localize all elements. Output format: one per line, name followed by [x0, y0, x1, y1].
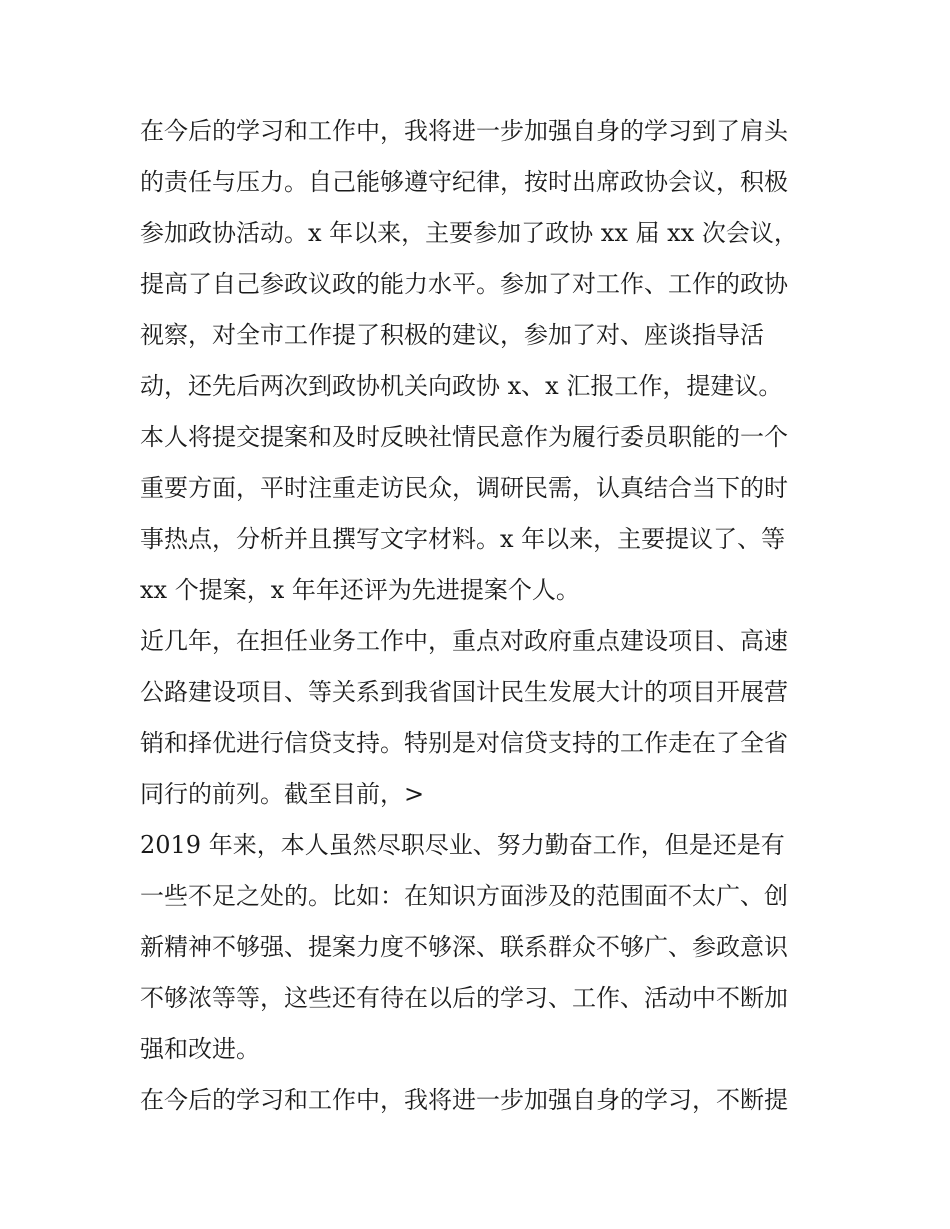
- text-line: 销和择优进行信贷支持。特别是对信贷支持的工作走在了全省: [140, 729, 788, 757]
- text-line: 提高了自己参政议政的能力水平。参加了对工作、工作的政协: [140, 270, 788, 298]
- text-line: 近几年，在担任业务工作中，重点对政府重点建设项目、高速: [140, 627, 788, 655]
- paragraph: [140, 106, 830, 412]
- text-line: 新精神不够强、提案力度不够深、联系群众不够广、参政意识: [140, 933, 788, 961]
- paragraph: [140, 412, 830, 616]
- text-line: 视察，对全市工作提了积极的建议，参加了对、座谈指导活: [140, 321, 764, 349]
- text-line: 一些不足之处的。比如：在知识方面涉及的范围面不太广、创: [140, 882, 788, 910]
- paragraph: [140, 820, 830, 1075]
- document-body: [140, 106, 830, 1126]
- text-line: 在今后的学习和工作中，我将进一步加强自身的学习，不断提: [140, 1086, 788, 1114]
- text-line: 不够浓等等，这些还有待在以后的学习、工作、活动中不断加: [140, 984, 788, 1012]
- text-line: 动，还先后两次到政协机关向政协 x、x 汇报工作，提建议。: [140, 372, 783, 400]
- text-line: 事热点，分析并且撰写文字材料。x 年以来，主要提议了、等: [140, 525, 786, 553]
- text-line: 强和改进。: [140, 1035, 260, 1063]
- text-line: 重要方面，平时注重走访民众，调研民需，认真结合当下的时: [140, 474, 788, 502]
- text-line: xx 个提案，x 年年还评为先进提案个人。: [140, 576, 580, 604]
- text-line: 同行的前列。截至目前，>: [140, 780, 425, 808]
- text-line: 在今后的学习和工作中，我将进一步加强自身的学习到了肩头: [140, 117, 788, 145]
- text-line: 的责任与压力。自己能够遵守纪律，按时出席政协会议，积极: [140, 168, 788, 196]
- text-line: 公路建设项目、等关系到我省国计民生发展大计的项目开展营: [140, 678, 788, 706]
- paragraph: [140, 616, 830, 820]
- paragraph: [140, 1075, 830, 1126]
- text-line: 参加政协活动。x 年以来，主要参加了政协 xx 届 xx 次会议，: [140, 219, 798, 247]
- text-line: 本人将提交提案和及时反映社情民意作为履行委员职能的一个: [140, 423, 788, 451]
- text-line: 2019 年来，本人虽然尽职尽业、努力勤奋工作，但是还是有: [140, 831, 785, 859]
